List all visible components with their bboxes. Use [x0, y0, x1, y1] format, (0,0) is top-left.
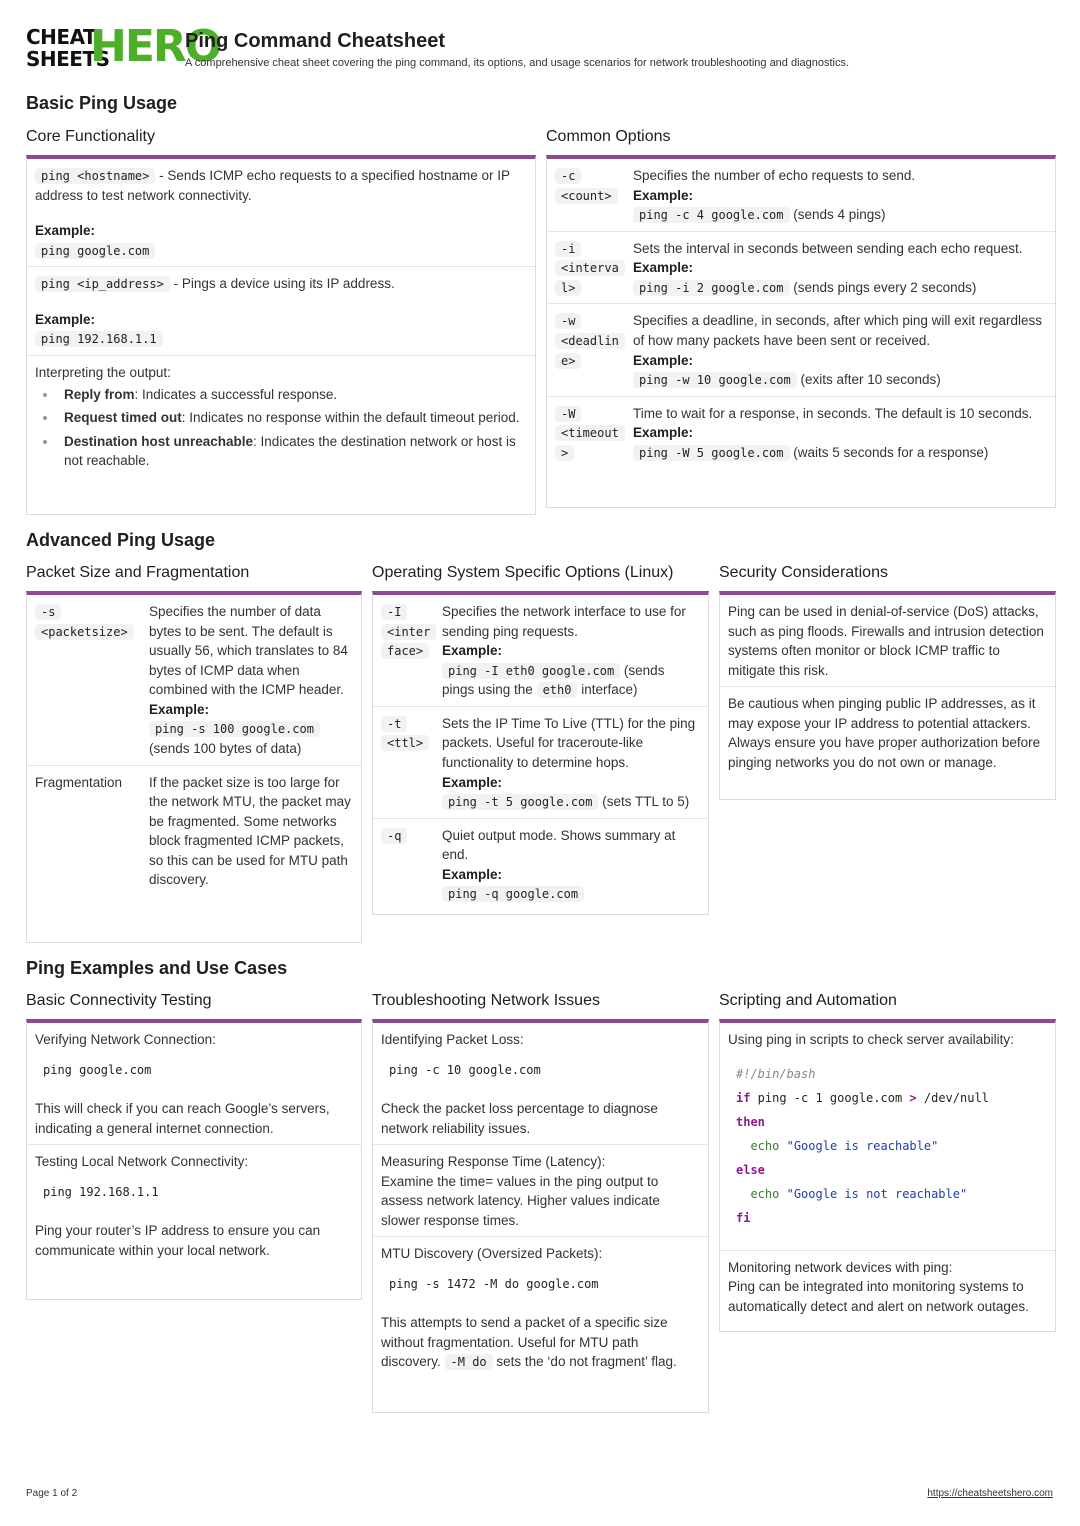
page-title: Ping Command Cheatsheet: [185, 30, 446, 52]
example-label: Example:: [35, 223, 96, 239]
option-key: -q: [381, 828, 407, 844]
option-desc: Time to wait for a response, in seconds. The default is 10 seconds.: [633, 405, 1033, 421]
note: (sets TTL to 5): [598, 794, 690, 810]
option-key: <inter: [381, 624, 436, 640]
text: : Indicates a successful response.: [134, 386, 338, 402]
code-keyword: if: [736, 1090, 751, 1105]
core-row-ip: [27, 267, 535, 356]
code-keyword: then: [736, 1114, 765, 1129]
site-link[interactable]: https://cheatsheetshero.com: [927, 1488, 1053, 1499]
connectivity-row-2: [27, 1145, 361, 1266]
row-heading: MTU Discovery (Oversized Packets):: [381, 1246, 603, 1262]
option-key: <timeout: [555, 425, 625, 441]
example-label: Example:: [633, 425, 694, 441]
example-label: Example:: [442, 866, 503, 882]
code-block: ping google.com: [43, 1062, 152, 1077]
card-title-core: Core Functionality: [26, 128, 155, 145]
text: : Indicates no response within the default timeout period.: [181, 410, 520, 426]
code-keyword: else: [736, 1162, 765, 1177]
bold: Reply from: [64, 386, 135, 402]
page-subtitle: A comprehensive cheat sheet covering the ping command, its options, and usage scenarios for network troubleshooting and diagnostics.: [185, 57, 850, 69]
security-paragraph-2: Be cautious when pinging public IP addresses, as it may expose your IP address to potential attackers. Always ensure you have proper authorization before pinging networks you do not own or manage.: [728, 696, 1041, 770]
page-header: [26, 21, 1056, 76]
code-operator: >: [909, 1090, 917, 1105]
script-row-1: [720, 1023, 1055, 1251]
code-inline: eth0: [537, 682, 578, 698]
text: - Pings a device using its IP address.: [169, 276, 395, 292]
os-row-I: [373, 595, 708, 707]
card-troubleshooting: [372, 1019, 709, 1413]
logo-line-2: SHEETS: [26, 47, 110, 71]
example-label: Example:: [633, 260, 694, 276]
note: (exits after 10 seconds): [796, 372, 941, 388]
cheatsheetshero-logo[interactable]: [26, 21, 221, 72]
logo-hero: HERO: [90, 21, 221, 72]
code-string: "Google is reachable": [786, 1138, 939, 1153]
card-title-security: Security Considerations: [719, 564, 888, 581]
code-example: ping google.com: [35, 243, 155, 259]
card-common-options: [546, 155, 1056, 508]
card-core-functionality: [26, 155, 536, 515]
option-key: e>: [555, 353, 581, 369]
trouble-row-3: [373, 1237, 708, 1378]
fragmentation-desc: If the packet size is too large for the network MTU, the packet may be fragmented. Some networks block fragmented ICMP packets, so this can be used for MTU path discovery.: [149, 774, 351, 888]
code-example: ping -W 5 google.com: [633, 445, 790, 461]
core-row-hostname: [27, 159, 535, 267]
code-comment: #!/bin/bash: [736, 1066, 816, 1081]
logo-line-1: CHEAT: [26, 25, 97, 49]
code-example: ping 192.168.1.1: [35, 331, 163, 347]
option-key: -i: [555, 241, 581, 257]
row-text: Check the packet loss percentage to diagnose network reliability issues.: [381, 1100, 658, 1136]
option-key: -c: [555, 168, 581, 184]
code-example: ping -i 2 google.com: [633, 280, 790, 296]
example-label: Example:: [633, 352, 694, 368]
row-heading: Testing Local Network Connectivity:: [35, 1154, 249, 1170]
card-os-options: [372, 591, 709, 915]
option-desc: Specifies the number of echo requests to send.: [633, 168, 916, 183]
fragmentation-label: Fragmentation: [35, 774, 123, 790]
code-block: ping 192.168.1.1: [43, 1184, 159, 1199]
option-key: -W: [555, 406, 581, 422]
card-basic-connectivity: [26, 1019, 362, 1300]
note: interface): [577, 682, 638, 698]
code-example: ping -c 4 google.com: [633, 207, 790, 223]
row-heading: Verifying Network Connection:: [35, 1032, 216, 1047]
note: (waits 5 seconds for a response): [789, 444, 989, 460]
row-text: sets the ‘do not fragment’ flag.: [492, 1354, 677, 1370]
text: : Indicates the destination network or host is not reachable.: [64, 433, 516, 469]
option-key: <packetsize>: [35, 624, 134, 640]
bold: Destination host unreachable: [64, 433, 254, 449]
os-row-t: [373, 707, 708, 819]
option-row-W: [547, 397, 1055, 469]
option-key: >: [555, 445, 574, 461]
option-key: -I: [381, 604, 407, 620]
option-row-i: [547, 232, 1055, 305]
connectivity-row-1: [27, 1023, 361, 1145]
option-key: -s: [35, 604, 61, 620]
core-row-output: [27, 356, 535, 481]
code-block: ping -s 1472 -M do google.com: [389, 1276, 599, 1291]
row-text: Ping can be integrated into monitoring systems to automatically detect and alert on network outages.: [728, 1279, 1029, 1314]
option-desc: Quiet output mode. Shows summary at end.: [442, 827, 676, 863]
option-key: <deadlin: [555, 333, 625, 349]
option-desc: Specifies a deadline, in seconds, after which ping will exit regardless of how many packets have been sent or received.: [633, 313, 1042, 348]
output-intro: Interpreting the output:: [35, 364, 171, 380]
script-row-2: [720, 1251, 1055, 1323]
card-title-packet: Packet Size and Fragmentation: [26, 564, 250, 581]
packet-row-s: [27, 595, 361, 766]
list-item: [35, 408, 527, 428]
bash-code-block: [728, 1050, 1047, 1244]
output-bullets: [35, 385, 527, 471]
note: (sends 100 bytes of data): [149, 740, 302, 756]
option-key: <count>: [555, 188, 618, 204]
os-row-q: [373, 819, 708, 910]
code-inline: -M do: [445, 1354, 493, 1370]
example-label: Example:: [442, 643, 503, 659]
row-heading: Using ping in scripts to check server availability:: [728, 1032, 1014, 1047]
note: (sends pings using the: [442, 662, 665, 698]
code-text: /dev/null: [916, 1090, 989, 1105]
bold: Request timed out: [64, 410, 182, 426]
code-ping-ip: ping <ip_address>: [35, 276, 170, 292]
card-scripting: [719, 1019, 1056, 1332]
option-desc: Sets the IP Time To Live (TTL) for the ping packets. Useful for traceroute-like functionality to determine hops.: [442, 715, 696, 770]
code-keyword: fi: [736, 1210, 751, 1225]
option-desc: Specifies the number of data bytes to be sent. The default is usually 56, which translates to 84 bytes of ICMP data when combined with the ICMP header.: [149, 604, 348, 698]
trouble-row-1: [373, 1023, 708, 1145]
security-paragraph-1: Ping can be used in denial-of-service (DoS) attacks, such as ping floods. Firewalls and intrusion detection systems often monitor or block ICMP traffic to mitigate this risk.: [720, 595, 1055, 687]
title-block: [185, 28, 849, 72]
row-heading: Measuring Response Time (Latency):: [381, 1154, 606, 1170]
note: (sends pings every 2 seconds): [789, 279, 977, 295]
option-key: <interva: [555, 260, 625, 276]
option-desc: Specifies the network interface to use for sending ping requests.: [442, 604, 686, 639]
packet-row-fragmentation: [27, 766, 361, 896]
code-text: ping -c 1 google.com: [750, 1090, 910, 1105]
list-item: [35, 432, 527, 471]
card-security: [719, 591, 1056, 800]
section-title-advanced: Advanced Ping Usage: [26, 530, 216, 550]
code-example: ping -I eth0 google.com: [442, 663, 620, 679]
code-example: ping -t 5 google.com: [442, 794, 599, 810]
row-text: This attempts to send a packet of a specific size without fragmentation. Useful for MTU path discovery.: [381, 1315, 668, 1370]
card-title-os: Operating System Specific Options (Linux): [372, 564, 674, 581]
option-row-c: [547, 159, 1055, 232]
section-title-examples: Ping Examples and Use Cases: [26, 958, 288, 978]
option-row-w: [547, 304, 1055, 396]
example-label: Example:: [149, 701, 210, 717]
row-text: Ping your router’s IP address to ensure you can communicate within your local network.: [35, 1223, 321, 1258]
row-text: Examine the time= values in the ping output to assess network latency. Higher values indicate slower response times.: [381, 1173, 660, 1228]
code-string: "Google is not reachable": [786, 1186, 968, 1201]
text: - Sends ICMP echo requests to a specified hostname or IP address to test network connectivity.: [35, 168, 510, 203]
option-key: <ttl>: [381, 735, 429, 751]
code-command: echo: [750, 1186, 780, 1201]
option-key: -t: [381, 716, 407, 732]
card-title-scripting: Scripting and Automation: [719, 992, 897, 1009]
option-key: face>: [381, 643, 429, 659]
code-block: ping -c 10 google.com: [389, 1062, 541, 1077]
card-title-troubleshooting: Troubleshooting Network Issues: [372, 992, 600, 1009]
list-item: [35, 385, 527, 405]
code-ping-hostname: ping <hostname>: [35, 168, 155, 184]
trouble-row-2: [373, 1145, 708, 1237]
code-example: ping -q google.com: [442, 886, 584, 902]
code-example: ping -s 100 google.com: [149, 721, 320, 737]
note: (sends 4 pings): [789, 207, 886, 223]
example-label: Example:: [35, 311, 96, 327]
example-label: Example:: [633, 187, 694, 203]
card-title-basic-connectivity: Basic Connectivity Testing: [26, 992, 212, 1009]
code-command: echo: [750, 1138, 780, 1153]
option-desc: Sets the interval in seconds between sending each echo request.: [633, 240, 1023, 256]
section-title-basic: Basic Ping Usage: [26, 93, 178, 113]
row-heading: Identifying Packet Loss:: [381, 1032, 524, 1047]
option-key: l>: [555, 280, 581, 296]
row-text: This will check if you can reach Google’s servers, indicating a general internet connection.: [35, 1100, 330, 1136]
example-label: Example:: [442, 774, 503, 790]
card-title-common: Common Options: [546, 128, 671, 145]
card-packet-size: [26, 591, 362, 943]
page-number: Page 1 of 2: [26, 1488, 78, 1499]
row-heading: Monitoring network devices with ping:: [728, 1259, 953, 1275]
option-key: -w: [555, 313, 581, 329]
code-example: ping -w 10 google.com: [633, 372, 797, 388]
